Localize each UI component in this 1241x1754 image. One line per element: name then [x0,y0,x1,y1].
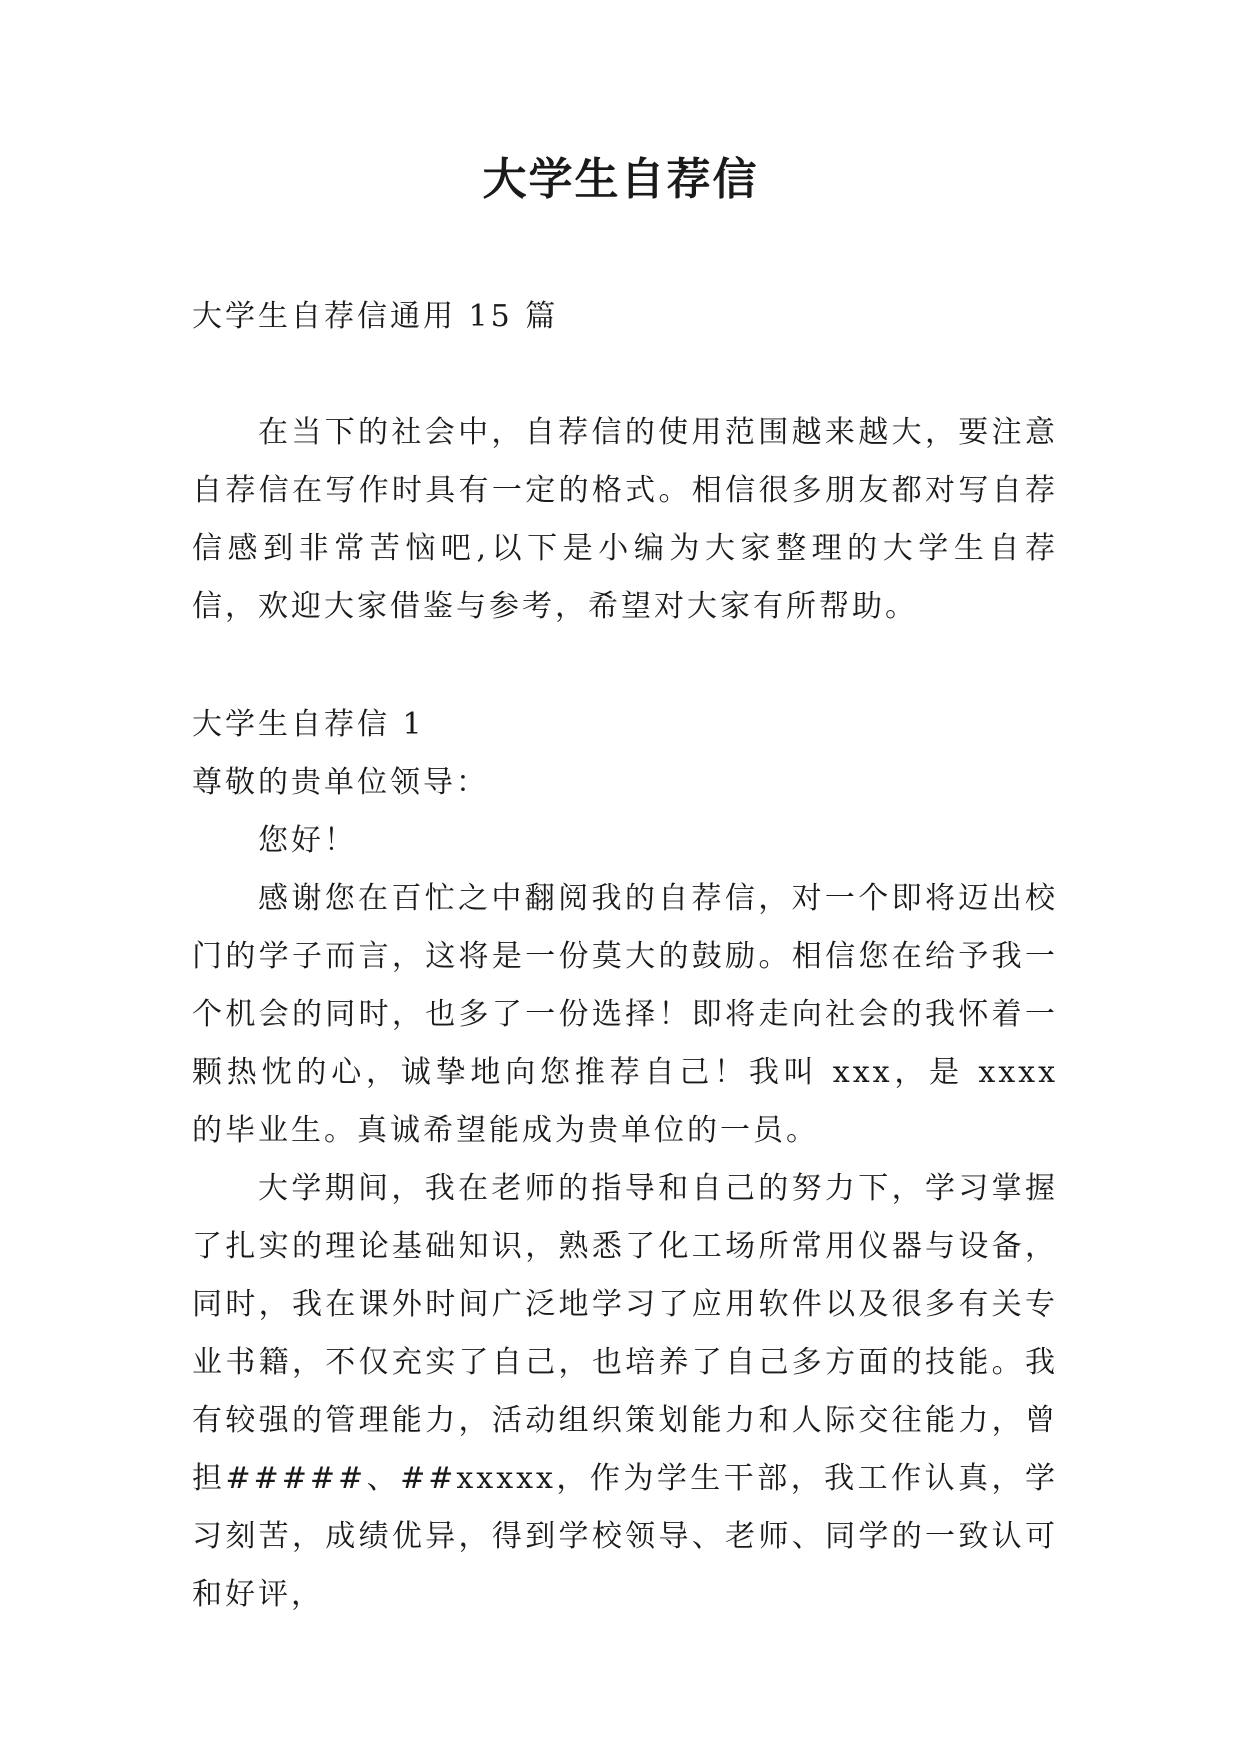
letter-greeting: 您好！ [258,823,357,858]
letter-paragraph: 感谢您在百忙之中翻阅我的自荐信，对一个即将迈出校门的学子而言，这将是一份莫大的鼓励。相信您在给予我一个机会的同时，也多了一份选择！即将走向社会的我怀着一颗热忱的心，诚挚地向您推荐自己！我叫 xxx，是 xxxx 的毕业生。真诚希望能成为贵单位的一员。 [192,881,1058,1148]
letter-paragraph: 大学期间，我在老师的指导和自己的努力下，学习掌握了扎实的理论基础知识，熟悉了化工场所常用仪器与设备，同时，我在课外时间广泛地学习了应用软件以及很多有关专业书籍，不仅充实了自己，也培养了自己多方面的技能。我有较强的管理能力，活动组织策划能力和人际交往能力，曾担#####、##xxxxx，作为学生干部，我工作认真，学习刻苦，成绩优异，得到学校领导、老师、同学的一致认可和好评， [192,1171,1058,1612]
document-subtitle: 大学生自荐信通用 15 篇 [192,299,559,334]
intro-paragraph: 在当下的社会中，自荐信的使用范围越来越大，要注意自荐信在写作时具有一定的格式。相信很多朋友都对写自荐信感到非常苦恼吧,以下是小编为大家整理的大学生自荐信，欢迎大家借鉴与参考，希望对大家有所帮助。 [192,415,1058,624]
letter-heading: 大学生自荐信 1 [192,707,425,742]
letter-section [192,696,1058,1624]
document-title: 大学生自荐信 [482,154,759,205]
letter-salutation: 尊敬的贵单位领导： [192,765,489,800]
